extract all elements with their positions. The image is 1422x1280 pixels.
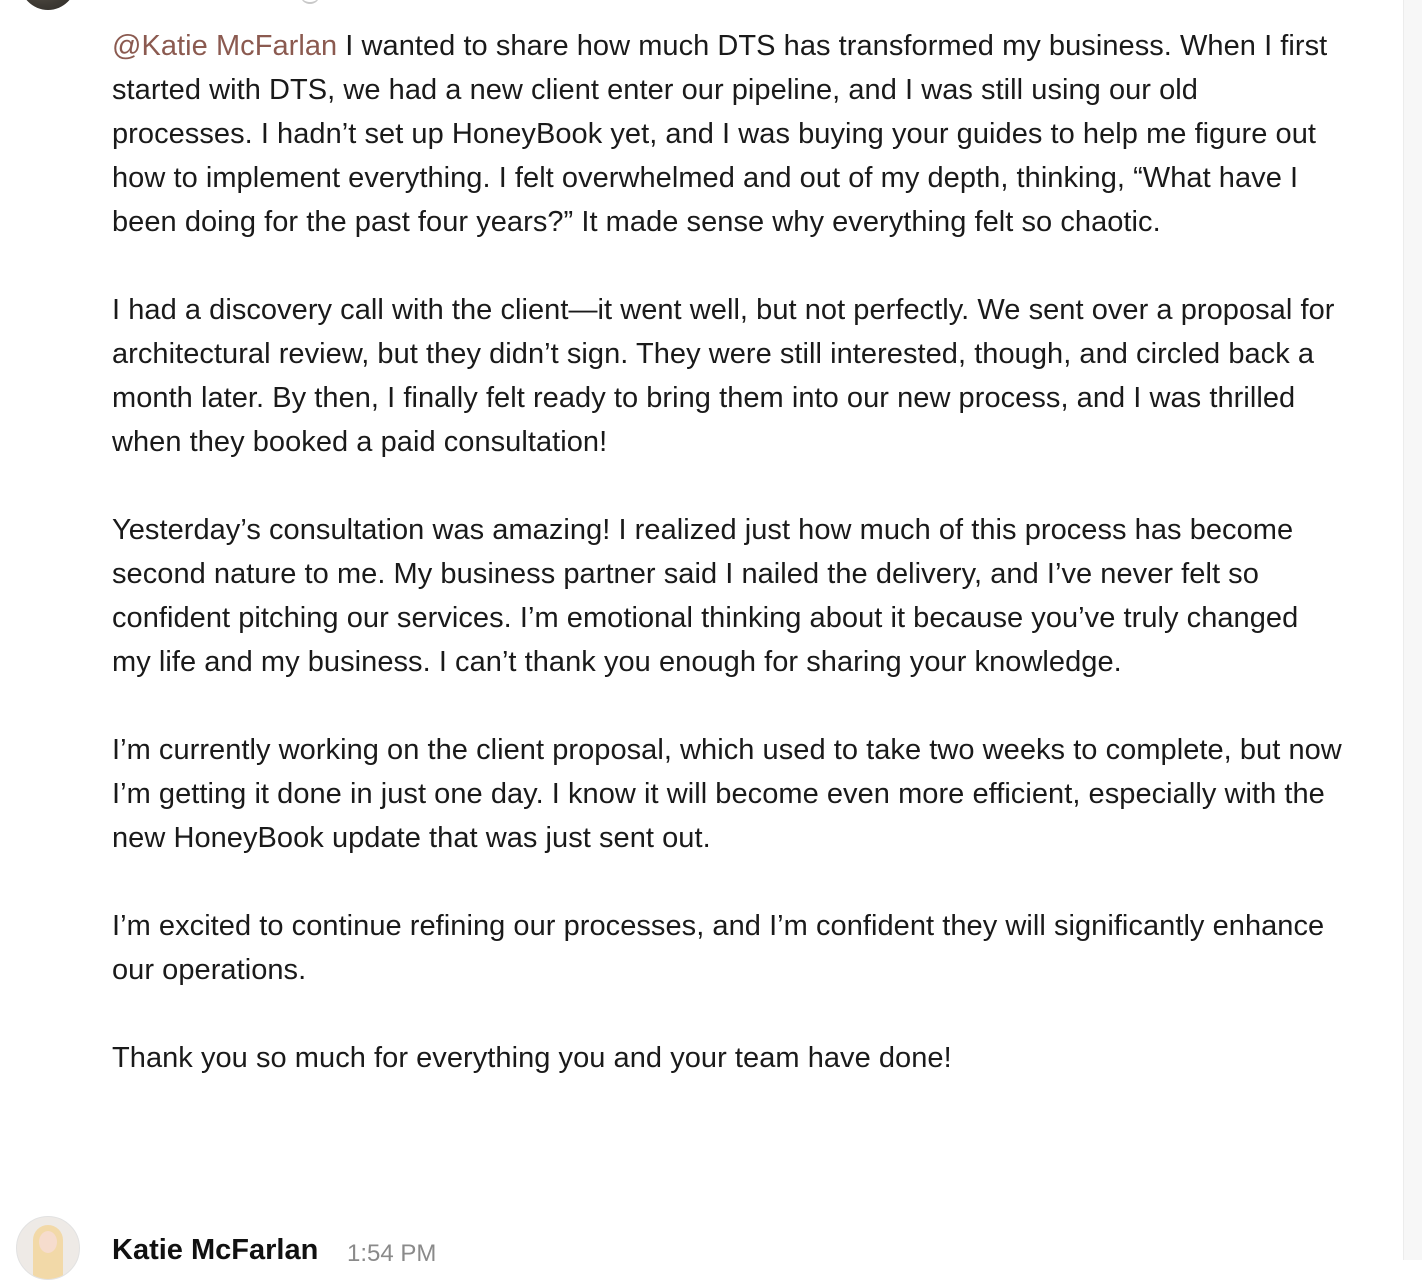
user-mention-link[interactable]: @Katie McFarlan: [112, 30, 338, 62]
avatar-face-shape: [39, 1231, 57, 1253]
message-body: [112, 24, 1342, 1080]
author-name[interactable]: Katie McFarlan: [112, 1234, 319, 1266]
message-paragraph: I’m excited to continue refining our processes, and I’m confident they will significantly enhance our operations.: [112, 910, 1325, 986]
message-paragraph: Yesterday’s consultation was amazing! I realized just how much of this process has become second nature to me. My business partner said I nailed the delivery, and I’ve never felt so confident pitching our services. I’m emotional thinking about it because you’ve truly changed my life and my business. I can’t thank you enough for sharing your knowledge.: [112, 514, 1299, 678]
previous-author-avatar[interactable]: [20, 0, 76, 10]
next-message: [0, 1210, 1400, 1267]
scrollbar-track[interactable]: [1403, 0, 1422, 1260]
paragraph-text: I wanted to share how much DTS has transformed my business. When I first started with DTS, we had a new client enter our pipeline, and I was still using our old processes. I hadn’t set up HoneyBook yet, and I was buying your guides to help me figure out how to implement everything. I felt overwhelmed and out of my depth, thinking, “What have I been doing for the past four years?” It made sense why everything felt so chaotic.: [112, 30, 1328, 238]
message-paragraph: Thank you so much for everything you and your team have done!: [112, 1042, 952, 1074]
message-paragraph: I’m currently working on the client proposal, which used to take two weeks to complete, but now I’m getting it done in just one day. I know it will become even more efficient, especially with the new HoneyBook update that was just sent out.: [112, 734, 1342, 854]
message-timestamp[interactable]: 1:54 PM: [347, 1240, 437, 1267]
message-paragraph: I had a discovery call with the client—it went well, but not perfectly. We sent over a proposal for architectural review, but they didn’t sign. They were still interested, though, and circled back a month later. By then, I finally felt ready to bring them into our new process, and I was thrilled when they booked a paid consultation!: [112, 294, 1335, 458]
previous-header-fragment: [300, 0, 320, 4]
author-avatar[interactable]: [16, 1216, 80, 1280]
message-paragraph: [112, 24, 1342, 244]
